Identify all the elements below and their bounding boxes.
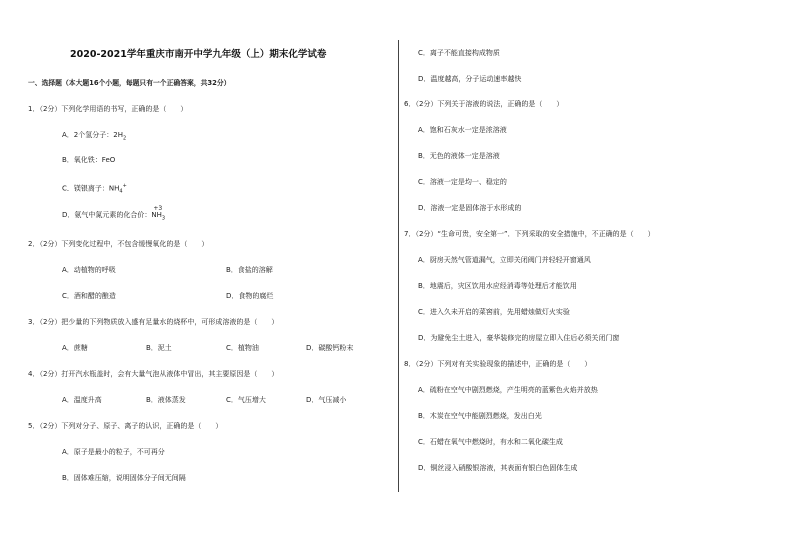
q4-option-a: A．温度升高 bbox=[62, 396, 102, 404]
q2-option-c: C．酒和醋的酿造 bbox=[62, 292, 116, 300]
q7-option-c: C．进入久未开启的菜窖前，先用蜡烛做灯火实验 bbox=[418, 308, 570, 316]
q1-option-a: A．2个氢分子：$2H_2$ bbox=[62, 131, 127, 142]
q2-option-b: B．食盐的溶解 bbox=[226, 266, 273, 274]
q6-option-d: D．溶液一定是固体溶于水形成的 bbox=[418, 204, 522, 212]
q5-option-c: C．离子不能直接构成物质 bbox=[418, 49, 500, 57]
q4-stem: 4．（2分）打开汽水瓶盖时，会有大量气泡从液体中冒出，其主要原因是（ ） bbox=[28, 370, 279, 378]
q5-option-a: A．原子是最小的粒子，不可再分 bbox=[62, 448, 165, 456]
q4-option-c: C．气压增大 bbox=[226, 396, 266, 404]
q3-option-d: D．碳酸钙粉末 bbox=[306, 344, 354, 352]
valence-formula: +3 $NH_3$ bbox=[151, 205, 166, 222]
q8-option-b: B．木炭在空气中能剧烈燃烧，发出白光 bbox=[418, 412, 542, 420]
q1-option-c: C．镁银离子：$NH_4^+$ bbox=[62, 183, 127, 195]
q7-stem: 7．（2分）“生命可贵，安全第一”．下列采取的安全措施中，不正确的是（ ） bbox=[404, 230, 655, 238]
q1-option-d: D．氨气中氮元素的化合价： +3 $NH_3$ bbox=[62, 205, 166, 222]
q7-option-a: A．厨房天然气管道漏气，立即关闭阀门并轻轻开窗通风 bbox=[418, 256, 591, 264]
q1-option-b: B．氧化铁：FeO bbox=[62, 156, 116, 164]
q5-stem: 5．（2分）下列对分子、原子、离子的认识，正确的是（ ） bbox=[28, 422, 223, 430]
q3-stem: 3．（2分）把少量的下列物质放入盛有足量水的烧杯中，可形成溶液的是（ ） bbox=[28, 318, 279, 326]
column-divider bbox=[398, 40, 399, 492]
q8-stem: 8．（2分）下列对有关实验现象的描述中，正确的是（ ） bbox=[404, 360, 592, 368]
q4-option-d: D．气压减小 bbox=[306, 396, 347, 404]
q3-option-c: C．植物油 bbox=[226, 344, 259, 352]
exam-title: 2020-2021学年重庆市南开中学九年级（上）期末化学试卷 bbox=[70, 49, 327, 60]
q8-option-a: A．硫粉在空气中剧烈燃烧，产生明亮的蓝紫色火焰并放热 bbox=[418, 386, 598, 394]
q3-option-a: A．蔗糖 bbox=[62, 344, 88, 352]
q5-option-d: D．温度越高，分子运动速率越快 bbox=[418, 75, 522, 83]
q6-option-c: C．溶液一定是均一、稳定的 bbox=[418, 178, 507, 186]
q6-option-a: A．饱和石灰水一定是浓溶液 bbox=[418, 126, 507, 134]
q2-option-a: A．动植物的呼吸 bbox=[62, 266, 116, 274]
q2-option-d: D．食物的腐烂 bbox=[226, 292, 274, 300]
section-heading: 一、选择题（本大题16个小题，每题只有一个正确答案，共32分） bbox=[28, 79, 231, 87]
q7-option-d: D．为避免尘土进入，豪华装修完的房屋立即入住后必须关闭门窗 bbox=[418, 334, 620, 342]
q2-stem: 2．（2分）下列变化过程中，不包含缓慢氧化的是（ ） bbox=[28, 240, 209, 248]
q7-option-b: B．地震后，灾区饮用水应经消毒等处理后才能饮用 bbox=[418, 282, 577, 290]
q4-option-b: B．液体蒸发 bbox=[146, 396, 186, 404]
q8-option-c: C．石蜡在氧气中燃烧时，有水和二氧化碳生成 bbox=[418, 438, 563, 446]
q8-option-d: D．铜丝浸入硝酸银溶液，其表面有银白色固体生成 bbox=[418, 464, 578, 472]
q5-option-b: B．固体难压缩，说明固体分子间无间隔 bbox=[62, 474, 186, 482]
q3-option-b: B．泥土 bbox=[146, 344, 172, 352]
q1-stem: 1．（2分）下列化学用语的书写，正确的是（ ） bbox=[28, 105, 188, 113]
q6-option-b: B．无色的液体一定是溶液 bbox=[418, 152, 500, 160]
q6-stem: 6．（2分）下列关于溶液的说法，正确的是（ ） bbox=[404, 100, 564, 108]
